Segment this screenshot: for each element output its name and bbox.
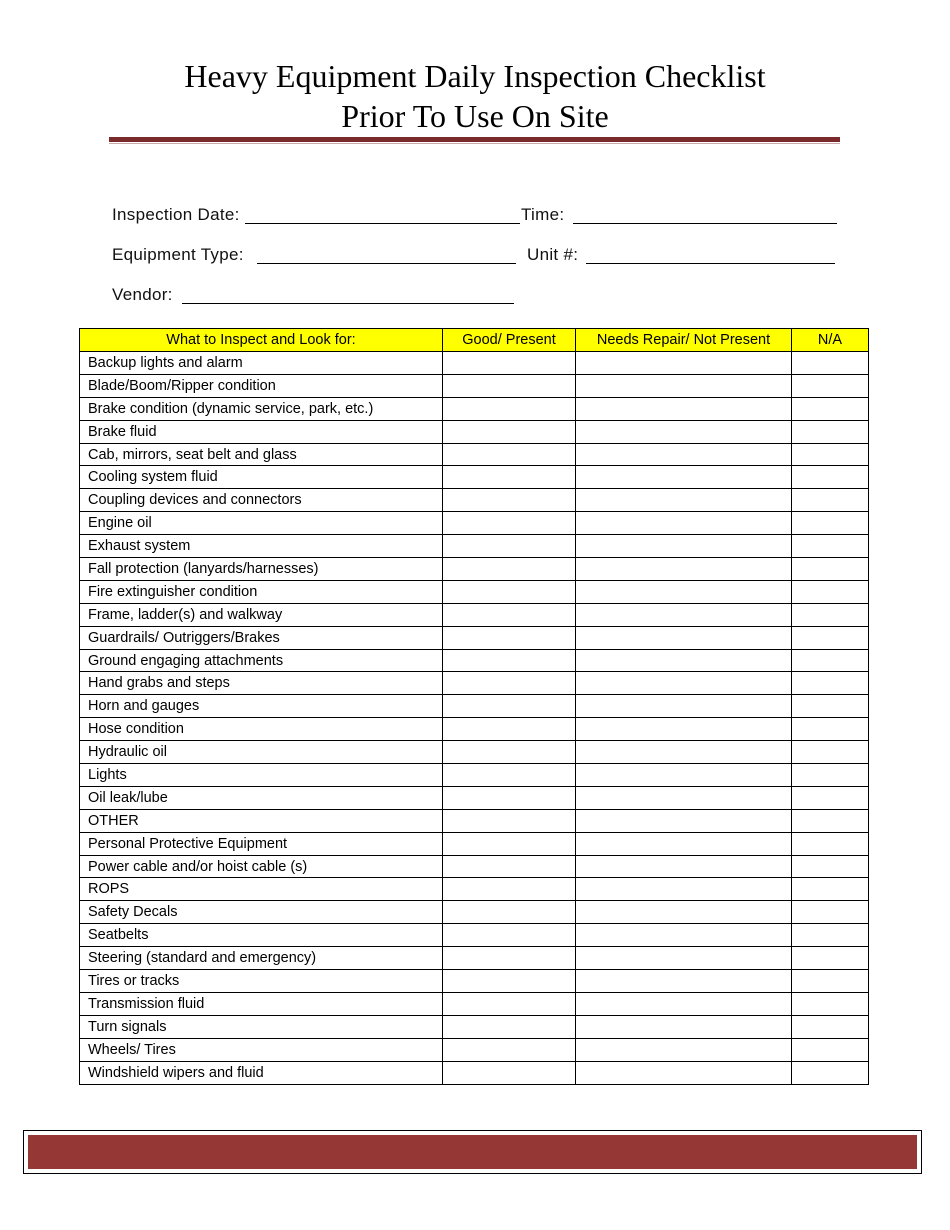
good-present-cell[interactable] bbox=[443, 970, 576, 993]
na-cell[interactable] bbox=[792, 695, 869, 718]
needs-repair-cell[interactable] bbox=[576, 809, 792, 832]
na-cell[interactable] bbox=[792, 924, 869, 947]
na-cell[interactable] bbox=[792, 443, 869, 466]
good-present-cell[interactable] bbox=[443, 695, 576, 718]
needs-repair-cell[interactable] bbox=[576, 1061, 792, 1084]
na-cell[interactable] bbox=[792, 420, 869, 443]
needs-repair-cell[interactable] bbox=[576, 535, 792, 558]
good-present-cell[interactable] bbox=[443, 649, 576, 672]
title-divider-shadow bbox=[109, 143, 840, 144]
na-cell[interactable] bbox=[792, 1015, 869, 1038]
inspection-item-label: Fall protection (lanyards/harnesses) bbox=[80, 558, 443, 581]
inspection-item-label: ROPS bbox=[80, 878, 443, 901]
good-present-cell[interactable] bbox=[443, 352, 576, 375]
needs-repair-cell[interactable] bbox=[576, 626, 792, 649]
table-row bbox=[80, 603, 869, 626]
na-cell[interactable] bbox=[792, 947, 869, 970]
header-good-present: Good/ Present bbox=[443, 329, 576, 352]
table-row bbox=[80, 512, 869, 535]
good-present-cell[interactable] bbox=[443, 443, 576, 466]
equipment-type-field[interactable] bbox=[257, 263, 516, 264]
unit-number-label: Unit #: bbox=[527, 245, 579, 264]
table-row bbox=[80, 970, 869, 993]
needs-repair-cell[interactable] bbox=[576, 832, 792, 855]
table-row bbox=[80, 878, 869, 901]
needs-repair-cell[interactable] bbox=[576, 580, 792, 603]
footer-frame bbox=[23, 1130, 922, 1174]
good-present-cell[interactable] bbox=[443, 489, 576, 512]
needs-repair-cell[interactable] bbox=[576, 397, 792, 420]
table-row bbox=[80, 924, 869, 947]
needs-repair-cell[interactable] bbox=[576, 1015, 792, 1038]
title-divider bbox=[109, 137, 840, 142]
table-row bbox=[80, 558, 869, 581]
needs-repair-cell[interactable] bbox=[576, 992, 792, 1015]
needs-repair-cell[interactable] bbox=[576, 901, 792, 924]
inspection-item-label: Transmission fluid bbox=[80, 992, 443, 1015]
header-na: N/A bbox=[792, 329, 869, 352]
inspection-item-label: Hand grabs and steps bbox=[80, 672, 443, 695]
inspection-item-label: Tires or tracks bbox=[80, 970, 443, 993]
inspection-item-label: Power cable and/or hoist cable (s) bbox=[80, 855, 443, 878]
needs-repair-cell[interactable] bbox=[576, 374, 792, 397]
needs-repair-cell[interactable] bbox=[576, 718, 792, 741]
needs-repair-cell[interactable] bbox=[576, 603, 792, 626]
na-cell[interactable] bbox=[792, 535, 869, 558]
table-row bbox=[80, 535, 869, 558]
inspection-item-label: Engine oil bbox=[80, 512, 443, 535]
na-cell[interactable] bbox=[792, 764, 869, 787]
table-row bbox=[80, 580, 869, 603]
good-present-cell[interactable] bbox=[443, 878, 576, 901]
inspection-item-label: Turn signals bbox=[80, 1015, 443, 1038]
good-present-cell[interactable] bbox=[443, 1038, 576, 1061]
needs-repair-cell[interactable] bbox=[576, 741, 792, 764]
good-present-cell[interactable] bbox=[443, 832, 576, 855]
unit-number-field[interactable] bbox=[586, 263, 835, 264]
good-present-cell[interactable] bbox=[443, 786, 576, 809]
needs-repair-cell[interactable] bbox=[576, 947, 792, 970]
vendor-label: Vendor: bbox=[112, 285, 173, 304]
good-present-cell[interactable] bbox=[443, 672, 576, 695]
needs-repair-cell[interactable] bbox=[576, 878, 792, 901]
good-present-cell[interactable] bbox=[443, 580, 576, 603]
inspection-item-label: Cooling system fluid bbox=[80, 466, 443, 489]
na-cell[interactable] bbox=[792, 809, 869, 832]
good-present-cell[interactable] bbox=[443, 603, 576, 626]
needs-repair-cell[interactable] bbox=[576, 855, 792, 878]
inspection-checklist-table bbox=[79, 328, 869, 1085]
inspection-item-label: Coupling devices and connectors bbox=[80, 489, 443, 512]
table-row bbox=[80, 443, 869, 466]
inspection-item-label: Brake fluid bbox=[80, 420, 443, 443]
inspection-item-label: Frame, ladder(s) and walkway bbox=[80, 603, 443, 626]
page-title bbox=[0, 56, 950, 136]
table-row bbox=[80, 397, 869, 420]
inspection-item-label: Exhaust system bbox=[80, 535, 443, 558]
table-row bbox=[80, 786, 869, 809]
needs-repair-cell[interactable] bbox=[576, 649, 792, 672]
needs-repair-cell[interactable] bbox=[576, 558, 792, 581]
na-cell[interactable] bbox=[792, 603, 869, 626]
inspection-item-label: Brake condition (dynamic service, park, etc.) bbox=[80, 397, 443, 420]
table-row bbox=[80, 1038, 869, 1061]
table-row bbox=[80, 695, 869, 718]
inspection-date-field[interactable] bbox=[245, 223, 520, 224]
na-cell[interactable] bbox=[792, 1038, 869, 1061]
vendor-field[interactable] bbox=[182, 303, 514, 304]
table-row bbox=[80, 649, 869, 672]
good-present-cell[interactable] bbox=[443, 764, 576, 787]
na-cell[interactable] bbox=[792, 718, 869, 741]
na-cell[interactable] bbox=[792, 489, 869, 512]
inspection-item-label: OTHER bbox=[80, 809, 443, 832]
inspection-date-label: Inspection Date: bbox=[112, 205, 240, 224]
inspection-item-label: Steering (standard and emergency) bbox=[80, 947, 443, 970]
needs-repair-cell[interactable] bbox=[576, 352, 792, 375]
time-label: Time: bbox=[521, 205, 565, 224]
na-cell[interactable] bbox=[792, 374, 869, 397]
header-what-to-inspect: What to Inspect and Look for: bbox=[80, 329, 443, 352]
inspection-item-label: Cab, mirrors, seat belt and glass bbox=[80, 443, 443, 466]
na-cell[interactable] bbox=[792, 512, 869, 535]
inspection-item-label: Windshield wipers and fluid bbox=[80, 1061, 443, 1084]
needs-repair-cell[interactable] bbox=[576, 786, 792, 809]
na-cell[interactable] bbox=[792, 901, 869, 924]
good-present-cell[interactable] bbox=[443, 466, 576, 489]
inspection-item-label: Ground engaging attachments bbox=[80, 649, 443, 672]
inspection-item-label: Personal Protective Equipment bbox=[80, 832, 443, 855]
inspection-item-label: Lights bbox=[80, 764, 443, 787]
inspection-item-label: Fire extinguisher condition bbox=[80, 580, 443, 603]
good-present-cell[interactable] bbox=[443, 420, 576, 443]
na-cell[interactable] bbox=[792, 397, 869, 420]
table-row bbox=[80, 855, 869, 878]
needs-repair-cell[interactable] bbox=[576, 672, 792, 695]
good-present-cell[interactable] bbox=[443, 1015, 576, 1038]
equipment-type-label: Equipment Type: bbox=[112, 245, 244, 264]
needs-repair-cell[interactable] bbox=[576, 443, 792, 466]
inspection-item-label: Hose condition bbox=[80, 718, 443, 741]
inspection-item-label: Backup lights and alarm bbox=[80, 352, 443, 375]
good-present-cell[interactable] bbox=[443, 855, 576, 878]
needs-repair-cell[interactable] bbox=[576, 1038, 792, 1061]
table-row bbox=[80, 901, 869, 924]
good-present-cell[interactable] bbox=[443, 992, 576, 1015]
inspection-item-label: Wheels/ Tires bbox=[80, 1038, 443, 1061]
inspection-item-label: Seatbelts bbox=[80, 924, 443, 947]
needs-repair-cell[interactable] bbox=[576, 970, 792, 993]
good-present-cell[interactable] bbox=[443, 741, 576, 764]
inspection-item-label: Guardrails/ Outriggers/Brakes bbox=[80, 626, 443, 649]
na-cell[interactable] bbox=[792, 558, 869, 581]
table-row bbox=[80, 420, 869, 443]
needs-repair-cell[interactable] bbox=[576, 695, 792, 718]
na-cell[interactable] bbox=[792, 970, 869, 993]
good-present-cell[interactable] bbox=[443, 924, 576, 947]
table-row bbox=[80, 764, 869, 787]
na-cell[interactable] bbox=[792, 855, 869, 878]
footer-bar bbox=[28, 1135, 917, 1169]
inspection-item-label: Hydraulic oil bbox=[80, 741, 443, 764]
good-present-cell[interactable] bbox=[443, 1061, 576, 1084]
good-present-cell[interactable] bbox=[443, 718, 576, 741]
title-line-2: Prior To Use On Site bbox=[341, 98, 609, 134]
good-present-cell[interactable] bbox=[443, 397, 576, 420]
good-present-cell[interactable] bbox=[443, 558, 576, 581]
table-body bbox=[80, 352, 869, 1085]
good-present-cell[interactable] bbox=[443, 374, 576, 397]
table-row bbox=[80, 992, 869, 1015]
good-present-cell[interactable] bbox=[443, 901, 576, 924]
good-present-cell[interactable] bbox=[443, 512, 576, 535]
na-cell[interactable] bbox=[792, 580, 869, 603]
na-cell[interactable] bbox=[792, 626, 869, 649]
needs-repair-cell[interactable] bbox=[576, 489, 792, 512]
table-row bbox=[80, 1061, 869, 1084]
title-line-1: Heavy Equipment Daily Inspection Checklist bbox=[184, 58, 766, 94]
na-cell[interactable] bbox=[792, 832, 869, 855]
table-row bbox=[80, 809, 869, 832]
na-cell[interactable] bbox=[792, 878, 869, 901]
table-header-row bbox=[80, 329, 869, 352]
needs-repair-cell[interactable] bbox=[576, 764, 792, 787]
table-row bbox=[80, 832, 869, 855]
table-row bbox=[80, 466, 869, 489]
needs-repair-cell[interactable] bbox=[576, 924, 792, 947]
good-present-cell[interactable] bbox=[443, 947, 576, 970]
good-present-cell[interactable] bbox=[443, 535, 576, 558]
table-row bbox=[80, 718, 869, 741]
needs-repair-cell[interactable] bbox=[576, 420, 792, 443]
needs-repair-cell[interactable] bbox=[576, 466, 792, 489]
inspection-item-label: Oil leak/lube bbox=[80, 786, 443, 809]
table-row bbox=[80, 1015, 869, 1038]
good-present-cell[interactable] bbox=[443, 626, 576, 649]
table-row bbox=[80, 672, 869, 695]
table-row bbox=[80, 626, 869, 649]
na-cell[interactable] bbox=[792, 649, 869, 672]
good-present-cell[interactable] bbox=[443, 809, 576, 832]
table-row bbox=[80, 741, 869, 764]
na-cell[interactable] bbox=[792, 786, 869, 809]
time-field[interactable] bbox=[573, 223, 837, 224]
na-cell[interactable] bbox=[792, 672, 869, 695]
na-cell[interactable] bbox=[792, 992, 869, 1015]
table-row bbox=[80, 489, 869, 512]
header-needs-repair: Needs Repair/ Not Present bbox=[576, 329, 792, 352]
inspection-item-label: Blade/Boom/Ripper condition bbox=[80, 374, 443, 397]
needs-repair-cell[interactable] bbox=[576, 512, 792, 535]
inspection-item-label: Horn and gauges bbox=[80, 695, 443, 718]
na-cell[interactable] bbox=[792, 352, 869, 375]
table-row bbox=[80, 374, 869, 397]
table-row bbox=[80, 947, 869, 970]
na-cell[interactable] bbox=[792, 466, 869, 489]
na-cell[interactable] bbox=[792, 741, 869, 764]
table-row bbox=[80, 352, 869, 375]
na-cell[interactable] bbox=[792, 1061, 869, 1084]
inspection-item-label: Safety Decals bbox=[80, 901, 443, 924]
